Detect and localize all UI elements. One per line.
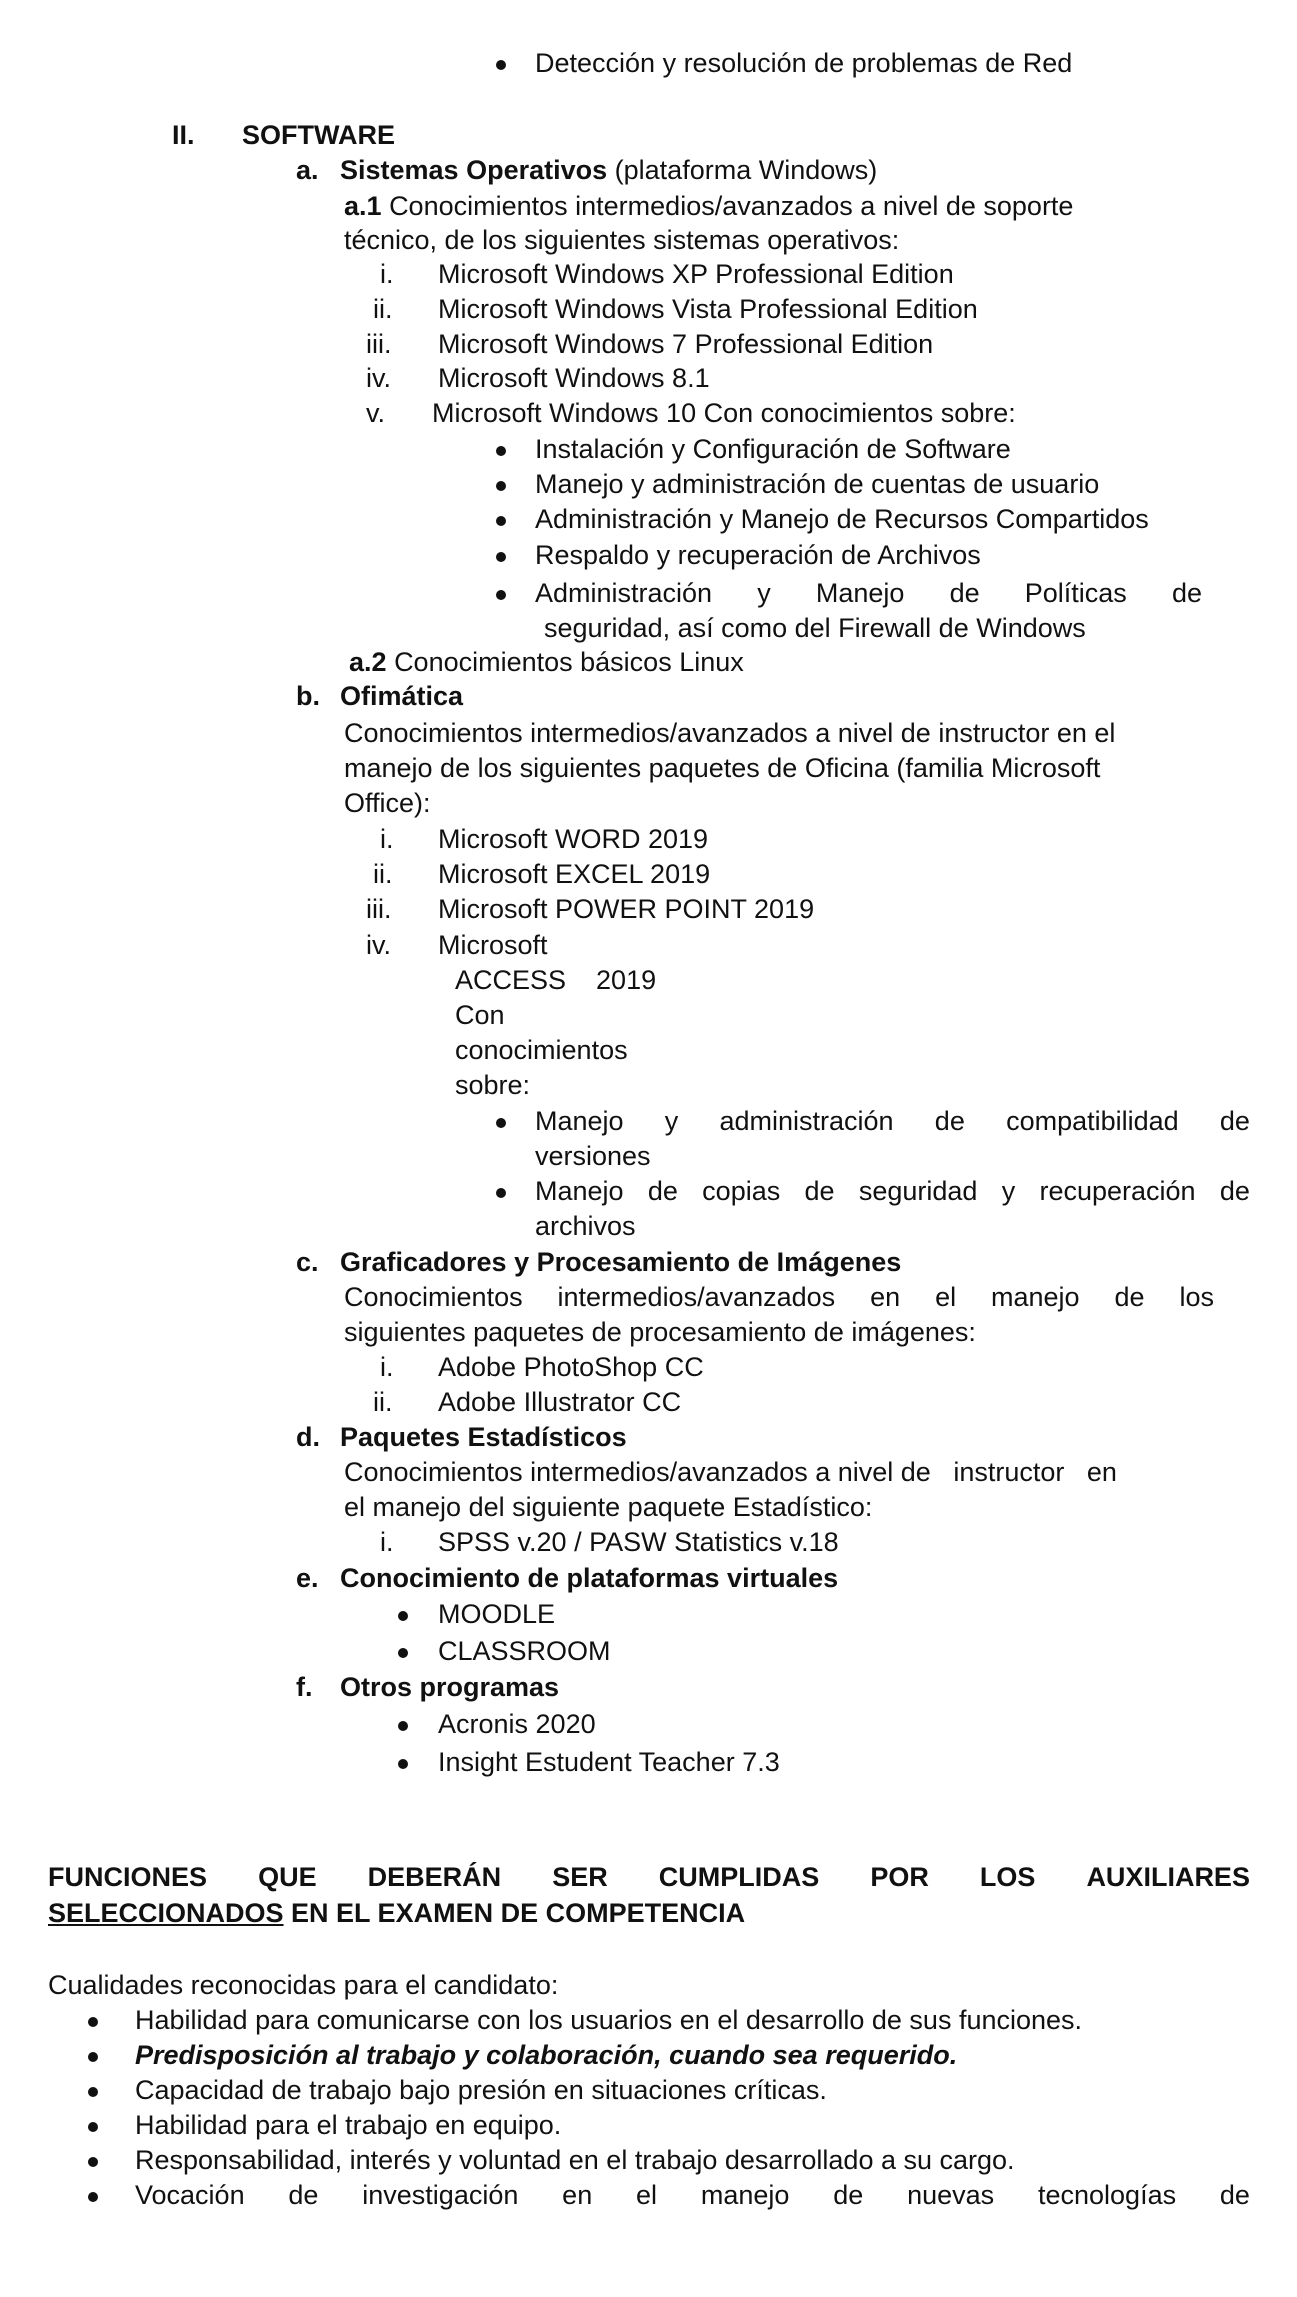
- graphics-num: ii.: [373, 1387, 393, 1417]
- a1-line2: técnico, de los siguientes sistemas operativos:: [344, 225, 900, 255]
- network-item: Detección y resolución de problemas de Red: [535, 48, 1073, 78]
- program-item: Insight Estudent Teacher 7.3: [438, 1747, 780, 1777]
- bullet-icon: [496, 60, 506, 70]
- bullet-icon: [496, 1118, 506, 1128]
- funciones-heading-line1: FUNCIONES QUE DEBERÁN SER CUMPLIDAS POR LOS AUXILIARES: [48, 1862, 1250, 1892]
- access-line: sobre:: [455, 1070, 531, 1100]
- cualidad-item: Responsabilidad, interés y voluntad en el trabajo desarrollado a su cargo.: [135, 2145, 1015, 2175]
- bullet-icon: [496, 1188, 506, 1198]
- graphics-item: Adobe PhotoShop CC: [438, 1352, 704, 1382]
- win10-item: Respaldo y recuperación de Archivos: [535, 540, 981, 570]
- d-desc: Conocimientos intermedios/avanzados a nivel de instructor en: [344, 1457, 1117, 1487]
- bullet-icon: [496, 516, 506, 526]
- d-desc: el manejo del siguiente paquete Estadístico:: [344, 1492, 873, 1522]
- program-item: Acronis 2020: [438, 1709, 596, 1739]
- bullet-icon: [398, 1648, 408, 1658]
- bullet-icon: [496, 590, 506, 600]
- access-bullet-1-line2: versiones: [535, 1141, 651, 1171]
- access-bullet-2-line2: archivos: [535, 1211, 636, 1241]
- a1-label: a.1: [344, 191, 382, 221]
- item-letter-c: c.: [296, 1247, 319, 1277]
- b-desc: manejo de los siguientes paquetes de Oficina (familia Microsoft: [344, 753, 1101, 783]
- access-line: conocimientos: [455, 1035, 628, 1065]
- office-num: iii.: [366, 894, 392, 924]
- os-num: ii.: [373, 294, 393, 324]
- win10-item: Administración y Manejo de Recursos Compartidos: [535, 504, 1149, 534]
- access-line: Con: [455, 1000, 505, 1030]
- funciones-heading-line2: SELECCIONADOS EN EL EXAMEN DE COMPETENCIA: [48, 1898, 746, 1928]
- os-item: Microsoft Windows 10 Con conocimientos sobre:: [432, 398, 1016, 428]
- os-num: v.: [366, 398, 385, 428]
- platform-item: MOODLE: [438, 1599, 556, 1629]
- office-num: ii.: [373, 859, 393, 889]
- heading-a-note: (plataforma Windows): [614, 155, 878, 185]
- office-item: Microsoft POWER POINT 2019: [438, 894, 815, 924]
- cualidad-last-line: Vocación de investigación en el manejo de nuevas tecnologías de: [135, 2180, 1250, 2210]
- a1-line1: [344, 189, 1073, 223]
- office-item: Microsoft EXCEL 2019: [438, 859, 711, 889]
- cualidades-intro: Cualidades reconocidas para el candidato:: [48, 1970, 559, 2000]
- graphics-item: Adobe Illustrator CC: [438, 1387, 682, 1417]
- os-num: iii.: [366, 329, 392, 359]
- win10-last-line1: Administración y Manejo de Políticas de: [535, 578, 1202, 608]
- stats-num: i.: [380, 1527, 394, 1557]
- item-letter-a: a.: [296, 155, 319, 185]
- heading-a: [340, 153, 877, 187]
- access-line: ACCESS 2019: [455, 965, 657, 995]
- a2-label: a.2: [349, 647, 387, 677]
- heading-c: Graficadores y Procesamiento de Imágenes: [340, 1247, 902, 1277]
- win10-last-line2: seguridad, así como del Firewall de Windows: [544, 613, 1086, 643]
- graphics-num: i.: [380, 1352, 394, 1382]
- bullet-icon: [88, 2087, 98, 2097]
- office-item: Microsoft WORD 2019: [438, 824, 709, 854]
- bullet-icon: [496, 552, 506, 562]
- a1-text: Conocimientos intermedios/avanzados a nivel de soporte: [389, 191, 1074, 221]
- os-item: Microsoft Windows XP Professional Edition: [438, 259, 954, 289]
- bullet-icon: [398, 1721, 408, 1731]
- bullet-icon: [496, 481, 506, 491]
- office-num: iv.: [366, 930, 391, 960]
- heading-f: Otros programas: [340, 1672, 560, 1702]
- bullet-icon: [88, 2157, 98, 2167]
- win10-item: Instalación y Configuración de Software: [535, 434, 1011, 464]
- bullet-icon: [398, 1611, 408, 1621]
- platform-item: CLASSROOM: [438, 1636, 611, 1666]
- os-item: Microsoft Windows 7 Professional Edition: [438, 329, 934, 359]
- a2-line: [349, 645, 744, 679]
- seleccionados-underlined: SELECCIONADOS: [48, 1898, 284, 1928]
- item-letter-f: f.: [296, 1672, 313, 1702]
- access-bullet-1-line1: Manejo y administración de compatibilidad de: [535, 1106, 1250, 1136]
- item-letter-b: b.: [296, 681, 320, 711]
- access-bullet-2-line1: Manejo de copias de seguridad y recuperación de: [535, 1176, 1250, 1206]
- stats-item: SPSS v.20 / PASW Statistics v.18: [438, 1527, 839, 1557]
- heading-a-title: Sistemas Operativos: [340, 155, 608, 185]
- heading-b: Ofimática: [340, 681, 464, 711]
- bullet-icon: [88, 2052, 98, 2062]
- office-num: i.: [380, 824, 394, 854]
- item-letter-d: d.: [296, 1422, 320, 1452]
- section-title: SOFTWARE: [242, 120, 395, 150]
- c-desc-line1: Conocimientos intermedios/avanzados en el manejo de los: [344, 1282, 1214, 1312]
- access-line: Microsoft: [438, 930, 548, 960]
- bullet-icon: [398, 1759, 408, 1769]
- bullet-icon: [88, 2192, 98, 2202]
- bullet-icon: [496, 446, 506, 456]
- heading-d: Paquetes Estadísticos: [340, 1422, 627, 1452]
- cualidad-item: Habilidad para comunicarse con los usuarios en el desarrollo de sus funciones.: [135, 2005, 1083, 2035]
- heading-e: Conocimiento de plataformas virtuales: [340, 1563, 839, 1593]
- win10-item: Manejo y administración de cuentas de usuario: [535, 469, 1100, 499]
- cualidad-item: Habilidad para el trabajo en equipo.: [135, 2110, 562, 2140]
- os-item: Microsoft Windows Vista Professional Edition: [438, 294, 978, 324]
- section-number: II.: [172, 120, 195, 150]
- bullet-icon: [88, 2017, 98, 2027]
- a2-text: Conocimientos básicos Linux: [394, 647, 744, 677]
- cualidad-item: Capacidad de trabajo bajo presión en situaciones críticas.: [135, 2075, 827, 2105]
- os-num: i.: [380, 259, 394, 289]
- cualidad-item: Predisposición al trabajo y colaboración, cuando sea requerido.: [135, 2040, 958, 2070]
- os-num: iv.: [366, 363, 391, 393]
- item-letter-e: e.: [296, 1563, 319, 1593]
- b-desc: Office):: [344, 788, 431, 818]
- os-item: Microsoft Windows 8.1: [438, 363, 710, 393]
- bullet-icon: [88, 2122, 98, 2132]
- c-desc-line2: siguientes paquetes de procesamiento de imágenes:: [344, 1317, 976, 1347]
- b-desc: Conocimientos intermedios/avanzados a nivel de instructor en el: [344, 718, 1116, 748]
